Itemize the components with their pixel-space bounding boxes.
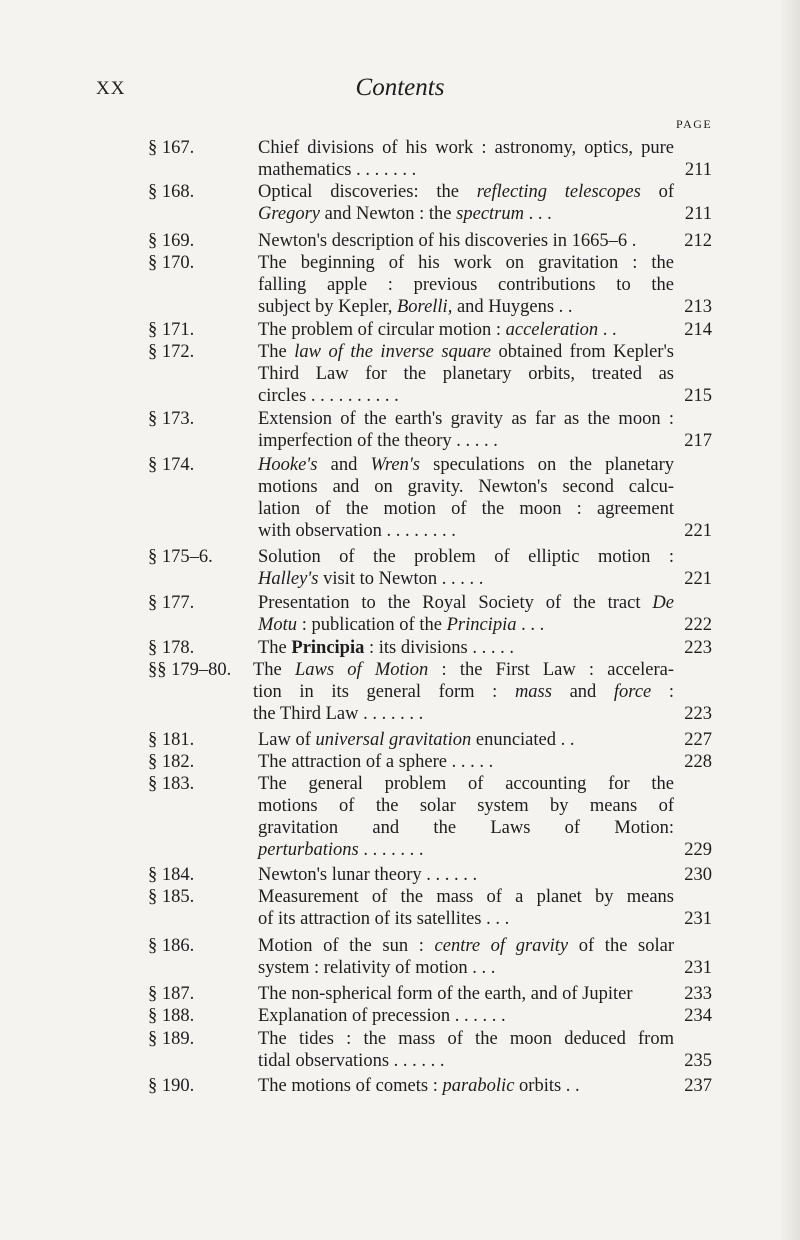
toc-entry bbox=[0, 983, 800, 1005]
entry-line: tion in its general form : mass and force : bbox=[253, 682, 675, 702]
running-header bbox=[0, 74, 800, 104]
entry-line: Newton's lunar theory . . . . . . bbox=[258, 865, 478, 885]
page-number: 231 bbox=[684, 958, 712, 978]
entry-title bbox=[258, 729, 674, 751]
table-of-contents bbox=[0, 137, 800, 1097]
entry-line: gravitation and the Laws of Motion: bbox=[258, 818, 674, 838]
section-number: § 175–6. bbox=[148, 547, 213, 567]
entry-line: mathematics . . . . . . . bbox=[258, 160, 417, 180]
page-number: 233 bbox=[684, 984, 712, 1004]
toc-entry bbox=[0, 729, 800, 751]
toc-entry bbox=[0, 886, 800, 930]
section-number: §§ 179–80. bbox=[148, 660, 232, 680]
section-number: § 185. bbox=[148, 887, 195, 907]
section-number: § 178. bbox=[148, 638, 195, 658]
entry-title bbox=[258, 341, 674, 407]
entry-line: subject by Kepler, Borelli, and Huygens . . bbox=[258, 297, 573, 317]
toc-entry bbox=[0, 1005, 800, 1027]
toc-entry bbox=[0, 230, 800, 252]
page-number: 234 bbox=[684, 1006, 712, 1026]
section-number: § 168. bbox=[148, 182, 195, 202]
entry-line: imperfection of the theory . . . . . bbox=[258, 431, 498, 451]
entry-title bbox=[258, 137, 674, 181]
entry-line: Halley's visit to Newton . . . . . bbox=[258, 569, 484, 589]
entry-line: motions of the solar system by means of bbox=[258, 796, 674, 816]
toc-entry bbox=[0, 454, 800, 542]
entry-line: motions and on gravity. Newton's second calcu- bbox=[258, 477, 674, 497]
page-number: 230 bbox=[684, 865, 712, 885]
toc-entry bbox=[0, 546, 800, 590]
entry-title bbox=[258, 773, 674, 861]
toc-entry bbox=[0, 773, 800, 861]
section-number: § 184. bbox=[148, 865, 195, 885]
entry-line: Measurement of the mass of a planet by means bbox=[258, 887, 674, 907]
page-number: 214 bbox=[684, 320, 712, 340]
page-folio: XX bbox=[96, 78, 126, 99]
entry-line: Explanation of precession . . . . . . bbox=[258, 1006, 506, 1026]
entry-title bbox=[258, 1028, 674, 1072]
entry-line: Third Law for the planetary orbits, treated as bbox=[258, 364, 674, 384]
entry-line: The Principia : its divisions . . . . . bbox=[258, 638, 514, 658]
entry-line: falling apple : previous contributions to the bbox=[258, 275, 674, 295]
entry-line: Newton's description of his discoveries in 1665–6 . bbox=[258, 231, 637, 251]
entry-title bbox=[258, 230, 674, 252]
entry-title bbox=[258, 408, 674, 452]
entry-title bbox=[258, 751, 674, 773]
entry-title bbox=[258, 935, 674, 979]
toc-entry bbox=[0, 1075, 800, 1097]
entry-line: Presentation to the Royal Society of the tract De bbox=[258, 593, 674, 613]
entry-title bbox=[258, 319, 674, 341]
toc-entry bbox=[0, 408, 800, 452]
entry-line: The non-spherical form of the earth, and of Jupiter bbox=[258, 984, 633, 1004]
section-number: § 182. bbox=[148, 752, 195, 772]
page-number: 237 bbox=[684, 1076, 712, 1096]
toc-entry bbox=[0, 319, 800, 341]
entry-line: The tides : the mass of the moon deduced from bbox=[258, 1029, 674, 1049]
toc-entry bbox=[0, 181, 800, 225]
entry-title bbox=[258, 454, 674, 542]
page-number: 211 bbox=[684, 204, 712, 224]
page-number: 229 bbox=[684, 840, 712, 860]
entry-line: Motu : publication of the Principia . . . bbox=[258, 615, 545, 635]
entry-line: lation of the motion of the moon : agreement bbox=[258, 499, 674, 519]
section-number: § 173. bbox=[148, 409, 195, 429]
section-number: § 183. bbox=[148, 774, 195, 794]
entry-line: circles . . . . . . . . . . bbox=[258, 386, 399, 406]
entry-title bbox=[258, 181, 674, 225]
page-number: 223 bbox=[684, 704, 712, 724]
section-number: § 177. bbox=[148, 593, 195, 613]
section-number: § 187. bbox=[148, 984, 195, 1004]
toc-entry bbox=[0, 341, 800, 407]
entry-line: The attraction of a sphere . . . . . bbox=[258, 752, 494, 772]
entry-line: the Third Law . . . . . . . bbox=[253, 704, 424, 724]
toc-entry bbox=[0, 751, 800, 773]
entry-line: Extension of the earth's gravity as far as the moon : bbox=[258, 409, 674, 429]
section-number: § 190. bbox=[148, 1076, 195, 1096]
page-number: 213 bbox=[684, 297, 712, 317]
page-number: 215 bbox=[684, 386, 712, 406]
page-number: 221 bbox=[684, 569, 712, 589]
entry-line: tidal observations . . . . . . bbox=[258, 1051, 445, 1071]
section-number: § 170. bbox=[148, 253, 195, 273]
entry-line: of its attraction of its satellites . . . bbox=[258, 909, 510, 929]
toc-entry bbox=[0, 935, 800, 979]
entry-line: Gregory and Newton : the spectrum . . . bbox=[258, 204, 552, 224]
entry-title bbox=[258, 592, 674, 636]
section-number: § 167. bbox=[148, 138, 195, 158]
entry-line: Law of universal gravitation enunciated . . bbox=[258, 730, 575, 750]
section-number: § 171. bbox=[148, 320, 195, 340]
page-number: 235 bbox=[684, 1051, 712, 1071]
entry-line: Hooke's and Wren's speculations on the planetary bbox=[258, 455, 674, 475]
entry-line: Chief divisions of his work : astronomy, optics, pure bbox=[258, 138, 674, 158]
entry-line: The general problem of accounting for the bbox=[258, 774, 674, 794]
entry-line: perturbations . . . . . . . bbox=[258, 840, 424, 860]
entry-line: The motions of comets : parabolic orbits . . bbox=[258, 1076, 580, 1096]
section-number: § 174. bbox=[148, 455, 195, 475]
page-number: 212 bbox=[684, 231, 712, 251]
toc-entry bbox=[0, 864, 800, 886]
entry-title bbox=[258, 1075, 674, 1097]
entry-line: The problem of circular motion : acceleration . . bbox=[258, 320, 617, 340]
page-number: 211 bbox=[684, 160, 712, 180]
section-number: § 188. bbox=[148, 1006, 195, 1026]
section-number: § 172. bbox=[148, 342, 195, 362]
entry-line: Optical discoveries: the reflecting telescopes of bbox=[258, 182, 674, 202]
page-number: 231 bbox=[684, 909, 712, 929]
entry-line: Solution of the problem of elliptic motion : bbox=[258, 547, 674, 567]
page-number: 217 bbox=[684, 431, 712, 451]
section-number: § 181. bbox=[148, 730, 195, 750]
page-number: 222 bbox=[684, 615, 712, 635]
entry-title bbox=[258, 637, 674, 659]
entry-title bbox=[253, 659, 675, 725]
page-number: 227 bbox=[684, 730, 712, 750]
entry-title bbox=[258, 1005, 674, 1027]
toc-entry bbox=[0, 137, 800, 181]
entry-title bbox=[258, 864, 674, 886]
entry-line: Motion of the sun : centre of gravity of the solar bbox=[258, 936, 675, 956]
section-number: § 186. bbox=[148, 936, 195, 956]
page-column-label: PAGE bbox=[676, 117, 713, 131]
running-title: Contents bbox=[355, 74, 445, 101]
toc-entry bbox=[0, 1028, 800, 1072]
page-number: 228 bbox=[684, 752, 712, 772]
toc-entry bbox=[0, 252, 800, 318]
entry-title bbox=[258, 252, 674, 318]
entry-title bbox=[258, 546, 674, 590]
entry-line: The Laws of Motion : the First Law : accelera- bbox=[253, 660, 674, 680]
entry-title bbox=[258, 886, 674, 930]
toc-entry bbox=[0, 659, 800, 725]
entry-line: with observation . . . . . . . . bbox=[258, 521, 456, 541]
entry-title bbox=[258, 983, 674, 1005]
page-number: 223 bbox=[684, 638, 712, 658]
toc-entry bbox=[0, 637, 800, 659]
toc-entry bbox=[0, 592, 800, 636]
page-number: 221 bbox=[684, 521, 712, 541]
entry-line: The law of the inverse square obtained from Kepler's bbox=[258, 342, 674, 362]
entry-line: system : relativity of motion . . . bbox=[258, 958, 496, 978]
section-number: § 169. bbox=[148, 231, 195, 251]
section-number: § 189. bbox=[148, 1029, 195, 1049]
entry-line: The beginning of his work on gravitation : the bbox=[258, 253, 674, 273]
